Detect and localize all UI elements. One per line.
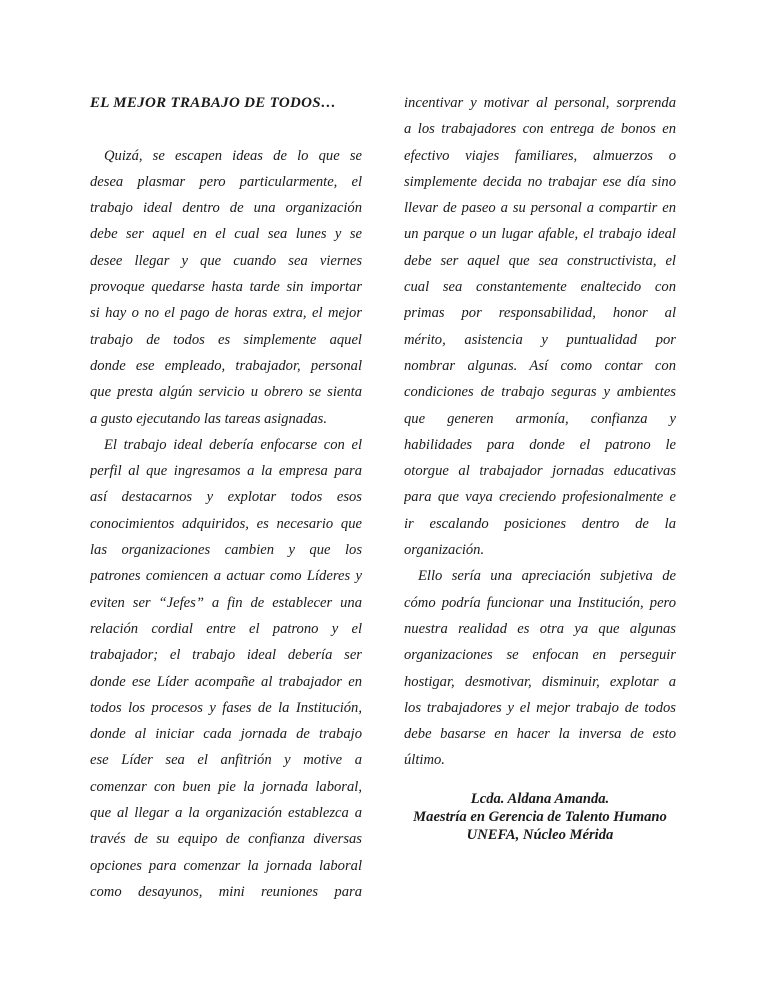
- paragraph-line: perfil al que ingresamos a la empresa para: [90, 463, 362, 480]
- paragraph-line: todos los procesos y fases de la Institución,: [90, 699, 362, 716]
- paragraph-line: organizaciones se enfocan en perseguir: [404, 647, 676, 664]
- paragraph-line: un parque o un lugar afable, el trabajo ideal: [404, 226, 676, 243]
- paragraph-line: eviten ser “Jefes” a fin de establecer una: [90, 594, 362, 611]
- paragraph-line: desea plasmar pero particularmente, el: [90, 173, 362, 190]
- paragraph-line: que generen armonía, confianza y: [404, 410, 676, 427]
- author-degree: Maestría en Gerencia de Talento Humano: [413, 809, 667, 825]
- paragraph-line: desee llegar y que cuando sea viernes: [90, 252, 362, 269]
- paragraph-line: organización.: [404, 542, 485, 559]
- paragraph-line: El trabajo ideal debería enfocarse con el: [104, 436, 362, 453]
- title-spacer: [90, 116, 362, 142]
- paragraph-line: trabajo ideal dentro de una organización: [90, 200, 362, 217]
- left-column: [90, 90, 362, 905]
- paragraph-line: para que vaya creciendo profesionalmente e: [404, 489, 676, 506]
- paragraph-line: hostigar, desmotivar, disminuir, explotar a: [404, 673, 676, 690]
- paragraph-line: que presta algún servicio u obrero se sienta: [90, 384, 362, 401]
- paragraph-line: provoque quedarse hasta tarde sin importar: [90, 279, 362, 296]
- paragraph-line: habilidades para donde el patrono le: [404, 436, 676, 453]
- paragraph-line: que al llegar a la organización establezca a: [90, 805, 362, 822]
- paragraph-line: los trabajadores y el mejor trabajo de todos: [404, 699, 676, 716]
- paragraph-line: patrones comiencen a actuar como Líderes y: [90, 568, 362, 585]
- paragraph-line: cómo podría funcionar una Institución, pero: [404, 594, 676, 611]
- paragraph-line: través de su equipo de confianza diversas: [90, 831, 362, 848]
- paragraph-line: efectivo viajes familiares, almuerzos o: [404, 147, 676, 164]
- paragraph-line: las organizaciones cambien y que los: [90, 542, 362, 559]
- paragraph-line: así destacarnos y explotar todos esos: [90, 489, 362, 506]
- paragraph-line: nuestra realidad es otra ya que algunas: [404, 620, 676, 637]
- paragraph-line: debe ser aquel en el cual sea lunes y se: [90, 226, 362, 243]
- paragraph-line: último.: [404, 752, 445, 769]
- paragraph-line: Ello sería una apreciación subjetiva de: [418, 568, 676, 585]
- paragraph-line: cual sea constantemente enaltecido con: [404, 279, 676, 296]
- article-title: EL MEJOR TRABAJO DE TODOS…: [90, 95, 337, 111]
- paragraph-line: ese Líder sea el anfitrión y motive a: [90, 752, 362, 769]
- paragraph-line: trabajo de todos es simplemente aquel: [90, 331, 362, 348]
- paragraph-line: mérito, asistencia y puntualidad por: [404, 331, 676, 348]
- author-institution: UNEFA, Núcleo Mérida: [466, 827, 614, 843]
- paragraph-line: donde ese Líder acompañe al trabajador en: [90, 673, 362, 690]
- paragraph-line: incentivar y motivar al personal, sorprenda: [404, 95, 676, 111]
- paragraph-line: otorgue al trabajador jornadas educativas: [404, 463, 676, 480]
- paragraph-line: a los trabajadores con entrega de bonos en: [404, 121, 676, 138]
- paragraph-line: comenzar con buen pie la jornada laboral,: [90, 778, 362, 795]
- paragraph-line: conocimientos adquiridos, es necesario que: [90, 515, 362, 532]
- right-column: [404, 90, 676, 774]
- paragraph-line: si hay o no el pago de horas extra, el mejor: [90, 305, 362, 322]
- paragraph-line: trabajador; el trabajo ideal debería ser: [90, 647, 362, 664]
- paragraph-line: primas por responsabilidad, honor al: [404, 305, 676, 322]
- author-signature: [404, 790, 676, 844]
- paragraph-line: condiciones de trabajo seguras y ambientes: [404, 384, 676, 401]
- paragraph-line: donde ese empleado, trabajador, personal: [90, 357, 362, 374]
- paragraph-line: ir escalando posiciones dentro de la: [404, 515, 676, 532]
- paragraph-line: debe basarse en hacer la inversa de esto: [404, 726, 676, 743]
- paragraph-line: a gusto ejecutando las tareas asignadas.: [90, 410, 328, 427]
- paragraph-line: opciones para comenzar la jornada laboral: [90, 857, 362, 874]
- paragraph-line: como desayunos, mini reuniones para: [90, 883, 362, 900]
- paragraph-line: nombrar algunas. Así como contar con: [404, 357, 676, 374]
- paragraph-line: donde al iniciar cada jornada de trabajo: [90, 726, 362, 743]
- paragraph-line: relación cordial entre el patrono y el: [90, 620, 362, 637]
- paragraph-line: debe ser aquel que sea constructivista, el: [404, 252, 676, 269]
- paragraph-line: simplemente decida no trabajar ese día sino: [404, 173, 676, 190]
- paragraph-line: Quizá, se escapen ideas de lo que se: [104, 147, 362, 164]
- author-name: Lcda. Aldana Amanda.: [470, 791, 610, 807]
- paragraph-line: llevar de paseo a su personal a compartir en: [404, 200, 676, 217]
